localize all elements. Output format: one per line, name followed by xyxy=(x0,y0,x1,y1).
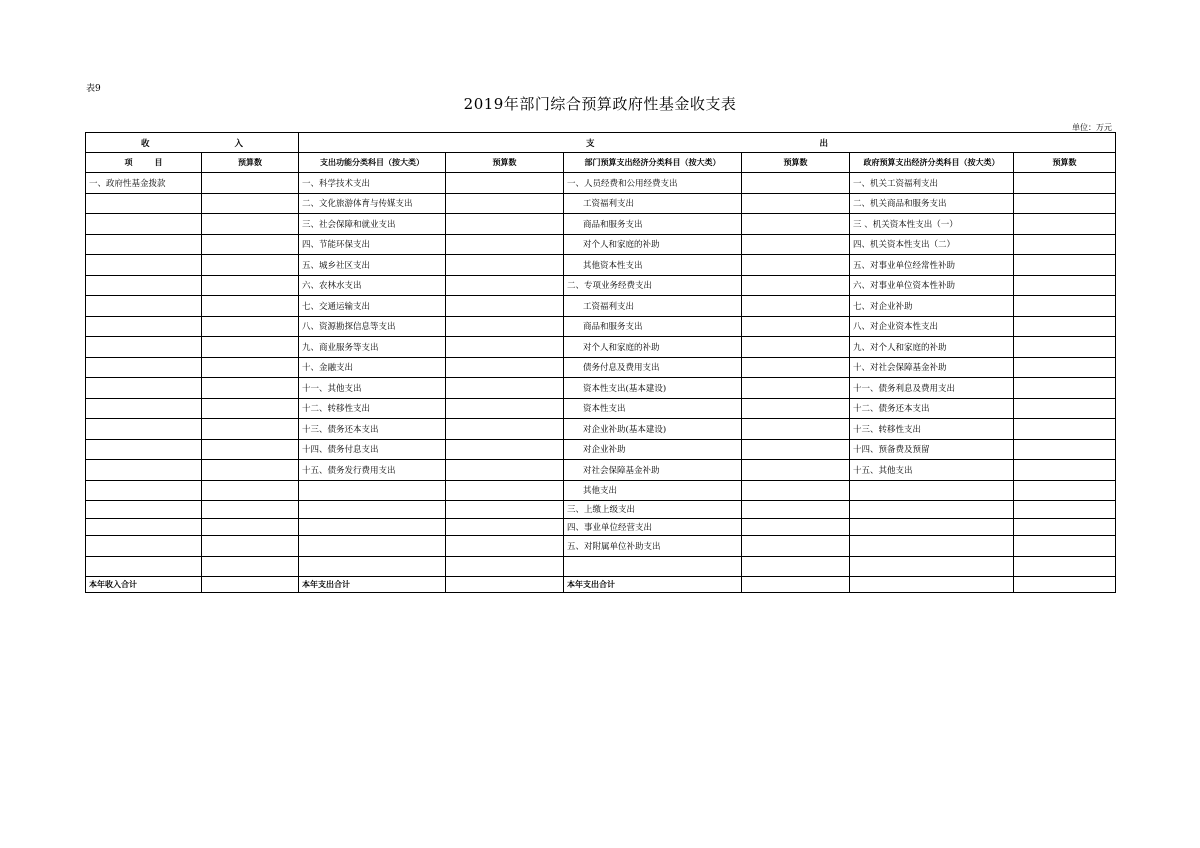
func-category-cell: 八、资源勘探信息等支出 xyxy=(299,316,446,337)
budget-cell xyxy=(446,460,564,481)
budget-cell xyxy=(446,275,564,296)
budget-cell xyxy=(446,357,564,378)
func-category-cell: 七、交通运输支出 xyxy=(299,296,446,317)
income-item-cell xyxy=(86,296,202,317)
budget-cell xyxy=(446,439,564,460)
income-item-cell xyxy=(86,193,202,214)
dept-category-cell: 三、上缴上级支出 xyxy=(564,501,742,519)
dept-category-cell: 债务付息及费用支出 xyxy=(564,357,742,378)
dept-category-cell: 工资福利支出 xyxy=(564,296,742,317)
budget-cell xyxy=(742,398,850,419)
expense-header-char-1: 支 xyxy=(586,138,595,149)
gov-category-cell xyxy=(850,518,1014,536)
table-row xyxy=(86,556,1116,577)
income-item-cell xyxy=(86,556,202,577)
budget-cell xyxy=(202,536,299,557)
budget-cell xyxy=(202,173,299,194)
income-header-char-1: 收 xyxy=(140,138,150,149)
income-item-cell xyxy=(86,439,202,460)
budget-cell xyxy=(202,296,299,317)
dept-category-cell: 资本性支出 xyxy=(564,398,742,419)
income-item-cell xyxy=(86,378,202,399)
table-row xyxy=(86,296,1116,317)
func-category-cell: 十五、债务发行费用支出 xyxy=(299,460,446,481)
table-row xyxy=(86,234,1116,255)
unit-label: 单位：万元 xyxy=(1072,123,1112,132)
dept-category-cell: 二、专项业务经费支出 xyxy=(564,275,742,296)
func-category-cell xyxy=(299,480,446,501)
dept-category-cell: 对个人和家庭的补助 xyxy=(564,337,742,358)
income-item-cell xyxy=(86,214,202,235)
budget-cell xyxy=(1014,296,1116,317)
budget-cell xyxy=(446,296,564,317)
budget-cell xyxy=(202,460,299,481)
budget-cell xyxy=(1014,439,1116,460)
income-budget-header: 预算数 xyxy=(202,153,299,173)
dept-category-cell: 商品和服务支出 xyxy=(564,316,742,337)
dept-category-cell: 五、对附属单位补助支出 xyxy=(564,536,742,557)
dept-category-cell: 对企业补助(基本建设) xyxy=(564,419,742,440)
table-row xyxy=(86,536,1116,557)
budget-cell xyxy=(446,337,564,358)
budget-cell xyxy=(1014,419,1116,440)
gov-category-cell xyxy=(850,536,1014,557)
func-category-cell xyxy=(299,536,446,557)
gov-category-cell: 十、对社会保障基金补助 xyxy=(850,357,1014,378)
gov-category-cell: 四、机关资本性支出（二） xyxy=(850,234,1014,255)
budget-cell xyxy=(202,234,299,255)
budget-cell xyxy=(1014,234,1116,255)
budget-cell xyxy=(742,357,850,378)
gov-category-cell: 九、对个人和家庭的补助 xyxy=(850,337,1014,358)
gov-category-cell: 十二、债务还本支出 xyxy=(850,398,1014,419)
budget-cell xyxy=(742,275,850,296)
gov-category-cell xyxy=(850,556,1014,577)
budget-cell xyxy=(202,439,299,460)
budget-cell xyxy=(1014,536,1116,557)
func-category-cell: 三、社会保障和就业支出 xyxy=(299,214,446,235)
gov-category-cell: 十四、预备费及预留 xyxy=(850,439,1014,460)
table-row xyxy=(86,398,1116,419)
dept-category-cell: 资本性支出(基本建设) xyxy=(564,378,742,399)
budget-cell xyxy=(202,501,299,519)
budget-cell xyxy=(742,501,850,519)
budget-cell xyxy=(202,556,299,577)
dept-category-cell: 商品和服务支出 xyxy=(564,214,742,235)
budget-cell xyxy=(1014,316,1116,337)
gov-budget-header: 预算数 xyxy=(1014,153,1116,173)
income-item-cell xyxy=(86,536,202,557)
dept-total-label: 本年支出合计 xyxy=(564,577,742,593)
budget-cell xyxy=(446,419,564,440)
budget-cell xyxy=(1014,398,1116,419)
func-category-cell: 六、农林水支出 xyxy=(299,275,446,296)
budget-cell xyxy=(1014,357,1116,378)
expense-header-char-2: 出 xyxy=(819,138,829,149)
budget-cell xyxy=(742,480,850,501)
budget-cell xyxy=(446,316,564,337)
gov-category-cell: 五、对事业单位经常性补助 xyxy=(850,255,1014,276)
budget-cell xyxy=(742,518,850,536)
func-category-cell: 一、科学技术支出 xyxy=(299,173,446,194)
func-category-cell: 十二、转移性支出 xyxy=(299,398,446,419)
budget-cell xyxy=(742,296,850,317)
budget-cell xyxy=(1014,501,1116,519)
budget-cell xyxy=(446,556,564,577)
budget-cell xyxy=(202,518,299,536)
dept-budget-header: 预算数 xyxy=(742,153,850,173)
budget-cell xyxy=(1014,193,1116,214)
budget-cell xyxy=(202,378,299,399)
income-item-cell xyxy=(86,501,202,519)
table-row xyxy=(86,214,1116,235)
item-header-char-2: 目 xyxy=(154,157,163,167)
table-row xyxy=(86,316,1116,337)
func-category-cell: 五、城乡社区支出 xyxy=(299,255,446,276)
budget-cell xyxy=(446,577,564,593)
gov-category-cell xyxy=(850,501,1014,519)
budget-cell xyxy=(742,536,850,557)
dept-category-cell: 其他支出 xyxy=(564,480,742,501)
func-category-cell xyxy=(299,556,446,577)
budget-cell xyxy=(1014,460,1116,481)
gov-category-cell: 二、机关商品和服务支出 xyxy=(850,193,1014,214)
budget-cell xyxy=(1014,378,1116,399)
budget-cell xyxy=(1014,214,1116,235)
header-row-sub xyxy=(86,153,1116,173)
budget-cell xyxy=(742,316,850,337)
budget-cell xyxy=(1014,173,1116,194)
budget-cell xyxy=(742,337,850,358)
table-row xyxy=(86,255,1116,276)
func-category-cell: 十四、债务付息支出 xyxy=(299,439,446,460)
header-row-top xyxy=(86,133,1116,153)
func-total-label: 本年支出合计 xyxy=(299,577,446,593)
budget-cell xyxy=(1014,255,1116,276)
budget-cell xyxy=(1014,556,1116,577)
item-header-char-1: 项 xyxy=(124,157,133,167)
income-item-cell xyxy=(86,234,202,255)
table-row xyxy=(86,275,1116,296)
budget-cell xyxy=(742,378,850,399)
dept-category-cell: 对企业补助 xyxy=(564,439,742,460)
table-row xyxy=(86,501,1116,519)
budget-cell xyxy=(1014,480,1116,501)
income-item-cell xyxy=(86,357,202,378)
income-header xyxy=(86,133,299,153)
expense-header xyxy=(299,133,1116,153)
budget-cell xyxy=(202,193,299,214)
totals-row xyxy=(86,577,1116,593)
income-item-cell xyxy=(86,419,202,440)
budget-cell xyxy=(202,337,299,358)
dept-econ-category-header: 部门预算支出经济分类科目（按大类） xyxy=(564,153,742,173)
budget-cell xyxy=(202,480,299,501)
budget-cell xyxy=(742,556,850,577)
dept-category-cell xyxy=(564,556,742,577)
budget-cell xyxy=(742,255,850,276)
budget-cell xyxy=(202,275,299,296)
income-item-cell xyxy=(86,316,202,337)
budget-cell xyxy=(742,419,850,440)
table-row xyxy=(86,518,1116,536)
func-category-cell: 十一、其他支出 xyxy=(299,378,446,399)
gov-category-cell: 十一、债务利息及费用支出 xyxy=(850,378,1014,399)
item-header xyxy=(86,153,202,173)
dept-category-cell: 工资福利支出 xyxy=(564,193,742,214)
gov-category-cell: 十三、转移性支出 xyxy=(850,419,1014,440)
dept-category-cell: 四、事业单位经营支出 xyxy=(564,518,742,536)
table-row xyxy=(86,357,1116,378)
gov-econ-category-header: 政府预算支出经济分类科目（按大类） xyxy=(850,153,1014,173)
table-row xyxy=(86,419,1116,440)
func-budget-header: 预算数 xyxy=(446,153,564,173)
func-category-cell xyxy=(299,501,446,519)
gov-category-cell: 八、对企业资本性支出 xyxy=(850,316,1014,337)
budget-cell xyxy=(446,518,564,536)
budget-cell xyxy=(202,577,299,593)
budget-cell xyxy=(446,536,564,557)
table-number: 表9 xyxy=(86,84,101,94)
table-row xyxy=(86,173,1116,194)
gov-category-cell xyxy=(850,480,1014,501)
func-category-cell xyxy=(299,518,446,536)
func-category-cell: 十三、债务还本支出 xyxy=(299,419,446,440)
budget-cell xyxy=(742,173,850,194)
budget-cell xyxy=(446,398,564,419)
budget-cell xyxy=(202,357,299,378)
gov-category-cell: 七、对企业补助 xyxy=(850,296,1014,317)
budget-cell xyxy=(742,577,850,593)
dept-category-cell: 对个人和家庭的补助 xyxy=(564,234,742,255)
gov-total-cell xyxy=(850,577,1014,593)
gov-category-cell: 三 、机关资本性支出（一） xyxy=(850,214,1014,235)
income-item-cell xyxy=(86,275,202,296)
budget-cell xyxy=(1014,337,1116,358)
budget-cell xyxy=(742,214,850,235)
budget-cell xyxy=(1014,275,1116,296)
budget-cell xyxy=(202,214,299,235)
income-item-cell xyxy=(86,337,202,358)
budget-cell xyxy=(202,398,299,419)
income-item-cell xyxy=(86,460,202,481)
income-item-cell xyxy=(86,518,202,536)
gov-category-cell: 六、对事业单位资本性补助 xyxy=(850,275,1014,296)
func-category-cell: 十、金融支出 xyxy=(299,357,446,378)
income-item-cell xyxy=(86,255,202,276)
budget-cell xyxy=(446,234,564,255)
budget-cell xyxy=(446,193,564,214)
gov-category-cell: 一、机关工资福利支出 xyxy=(850,173,1014,194)
table-row xyxy=(86,480,1116,501)
budget-cell xyxy=(446,501,564,519)
budget-cell xyxy=(446,255,564,276)
budget-cell xyxy=(742,439,850,460)
func-category-cell: 九、商业服务等支出 xyxy=(299,337,446,358)
income-item-cell xyxy=(86,398,202,419)
budget-cell xyxy=(446,378,564,399)
dept-category-cell: 对社会保障基金补助 xyxy=(564,460,742,481)
budget-table xyxy=(85,132,1116,593)
budget-cell xyxy=(1014,518,1116,536)
func-category-header: 支出功能分类科目（按大类） xyxy=(299,153,446,173)
budget-cell xyxy=(202,316,299,337)
table-row xyxy=(86,193,1116,214)
budget-cell xyxy=(446,214,564,235)
income-item-cell: 一、政府性基金拨款 xyxy=(86,173,202,194)
func-category-cell: 二、文化旅游体育与传媒支出 xyxy=(299,193,446,214)
budget-cell xyxy=(1014,577,1116,593)
budget-cell xyxy=(446,173,564,194)
dept-category-cell: 一、人员经费和公用经费支出 xyxy=(564,173,742,194)
func-category-cell: 四、节能环保支出 xyxy=(299,234,446,255)
budget-cell xyxy=(742,193,850,214)
budget-cell xyxy=(202,255,299,276)
table-row xyxy=(86,378,1116,399)
budget-cell xyxy=(742,234,850,255)
budget-cell xyxy=(202,419,299,440)
table-row xyxy=(86,439,1116,460)
budget-cell xyxy=(446,480,564,501)
dept-category-cell: 其他资本性支出 xyxy=(564,255,742,276)
table-row xyxy=(86,337,1116,358)
table-row xyxy=(86,460,1116,481)
income-item-cell xyxy=(86,480,202,501)
document-title: 2019年部门综合预算政府性基金收支表 xyxy=(463,95,737,113)
income-header-char-2: 入 xyxy=(234,138,244,149)
gov-category-cell: 十五、其他支出 xyxy=(850,460,1014,481)
income-total-label: 本年收入合计 xyxy=(86,577,202,593)
budget-cell xyxy=(742,460,850,481)
